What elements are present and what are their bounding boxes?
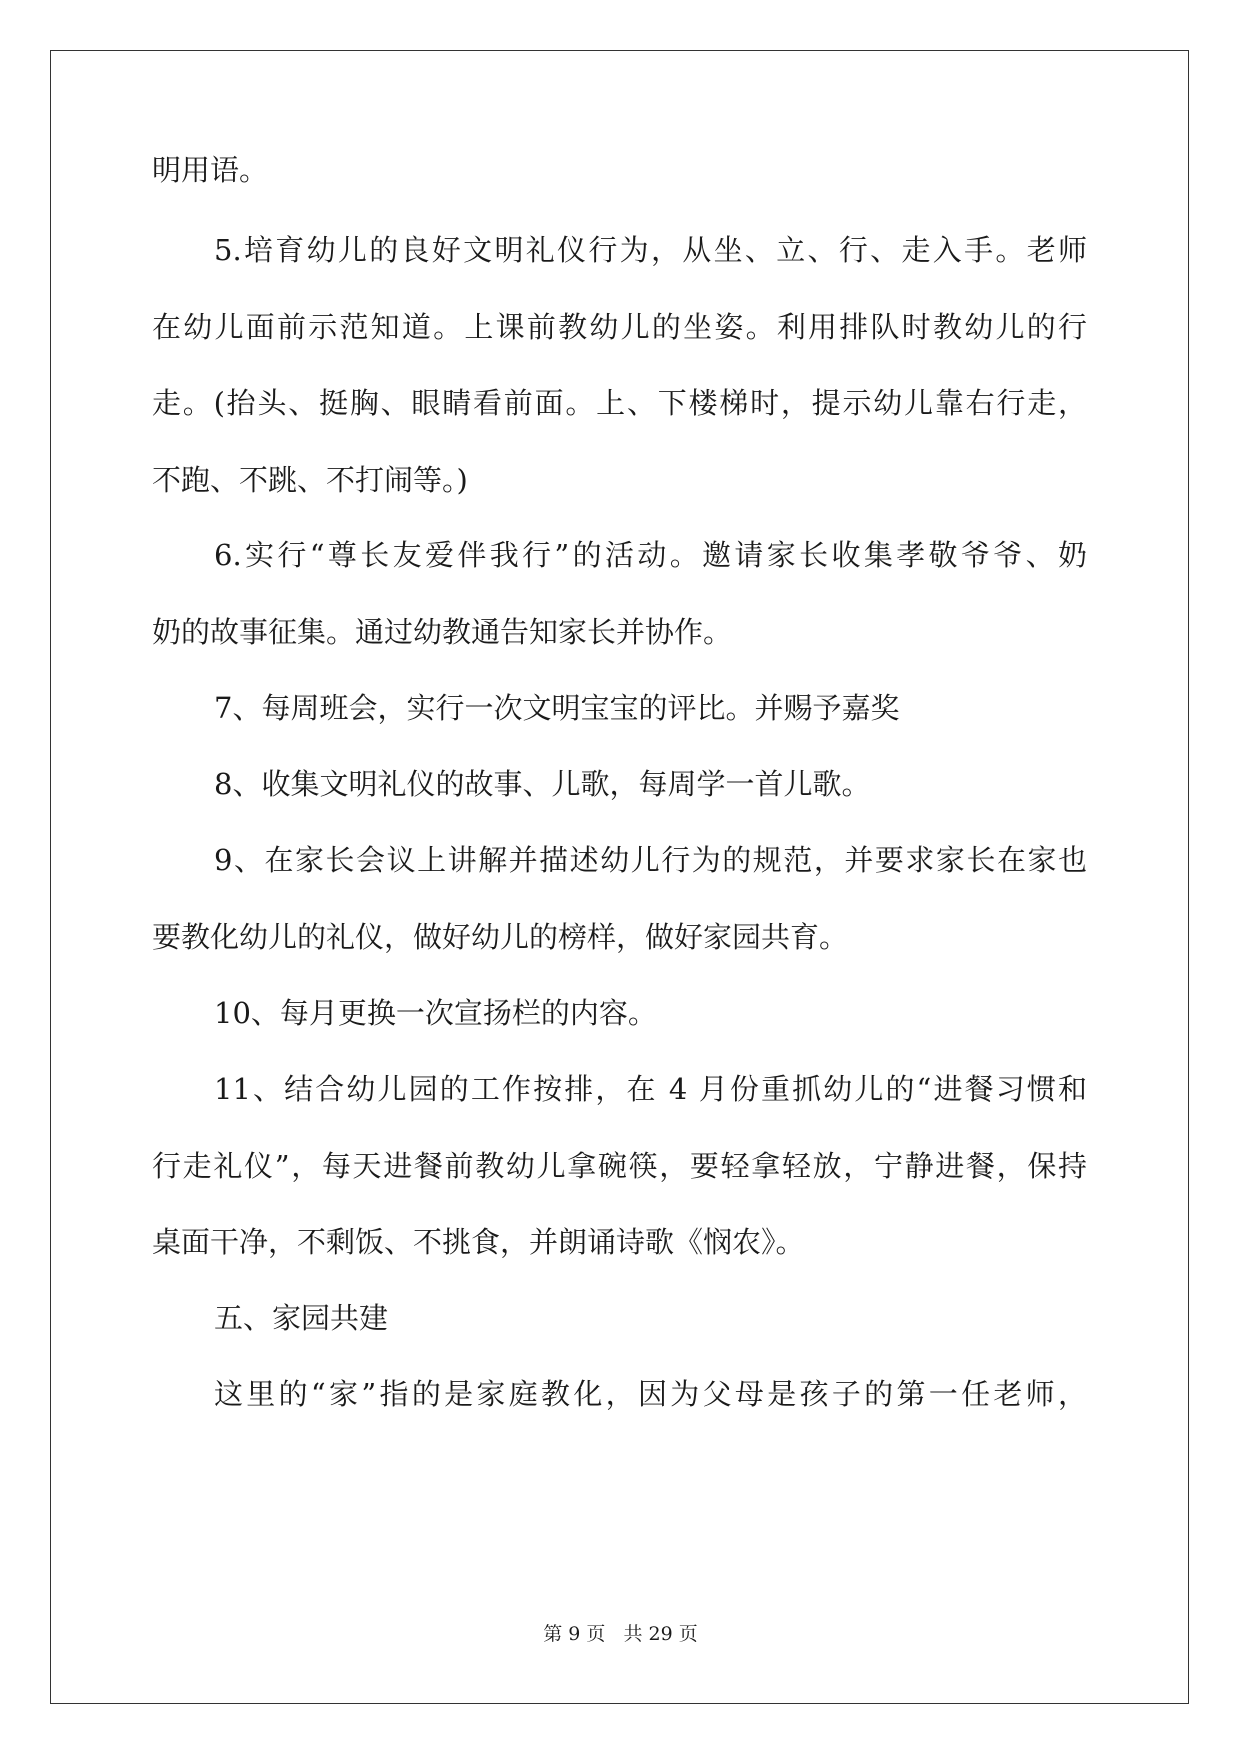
text-line: 奶的故事征集。通过幼教通告知家长并协作。 [152,615,733,649]
paragraph-line: 5.培育幼儿的良好文明礼仪行为，从坐、立、行、走入手。老师 [214,233,1087,267]
paragraph-line: 这里的“家”指的是家庭教化，因为父母是孩子的第一任老师， [214,1377,1087,1411]
text-line: 桌面干净，不剩饭、不挑食，并朗诵诗歌《悯农》。 [152,1225,805,1259]
section-heading: 五、家园共建 [214,1301,389,1335]
text-line: 明用语。 [152,153,269,187]
text-line: 不跑、不跳、不打闹等。) [152,463,468,497]
page-footer [0,1622,1241,1646]
text-line: 走。(抬头、挺胸、眼睛看前面。上、下楼梯时，提示幼儿靠右行走， [152,386,1087,420]
text-line: 行走礼仪”，每天进餐前教幼儿拿碗筷，要轻拿轻放，宁静进餐，保持 [152,1149,1087,1183]
page-total: 共 29 页 [623,1623,698,1645]
text-line: 要教化幼儿的礼仪，做好幼儿的榜样，做好家园共育。 [152,920,849,954]
paragraph-line: 7、每周班会，实行一次文明宝宝的评比。并赐予嘉奖 [214,691,900,725]
paragraph-line: 6.实行“尊长友爱伴我行”的活动。邀请家长收集孝敬爷爷、奶 [214,538,1087,572]
text-line: 在幼儿面前示范知道。上课前教幼儿的坐姿。利用排队时教幼儿的行 [152,310,1087,344]
paragraph-line: 9、在家长会议上讲解并描述幼儿行为的规范，并要求家长在家也 [214,843,1087,877]
paragraph-line: 10、每月更换一次宣扬栏的内容。 [214,996,657,1030]
page-number: 第 9 页 [543,1623,606,1645]
paragraph-line: 11、结合幼儿园的工作按排，在 4 月份重抓幼儿的“进餐习惯和 [214,1072,1087,1106]
paragraph-line: 8、收集文明礼仪的故事、儿歌，每周学一首儿歌。 [214,767,871,801]
